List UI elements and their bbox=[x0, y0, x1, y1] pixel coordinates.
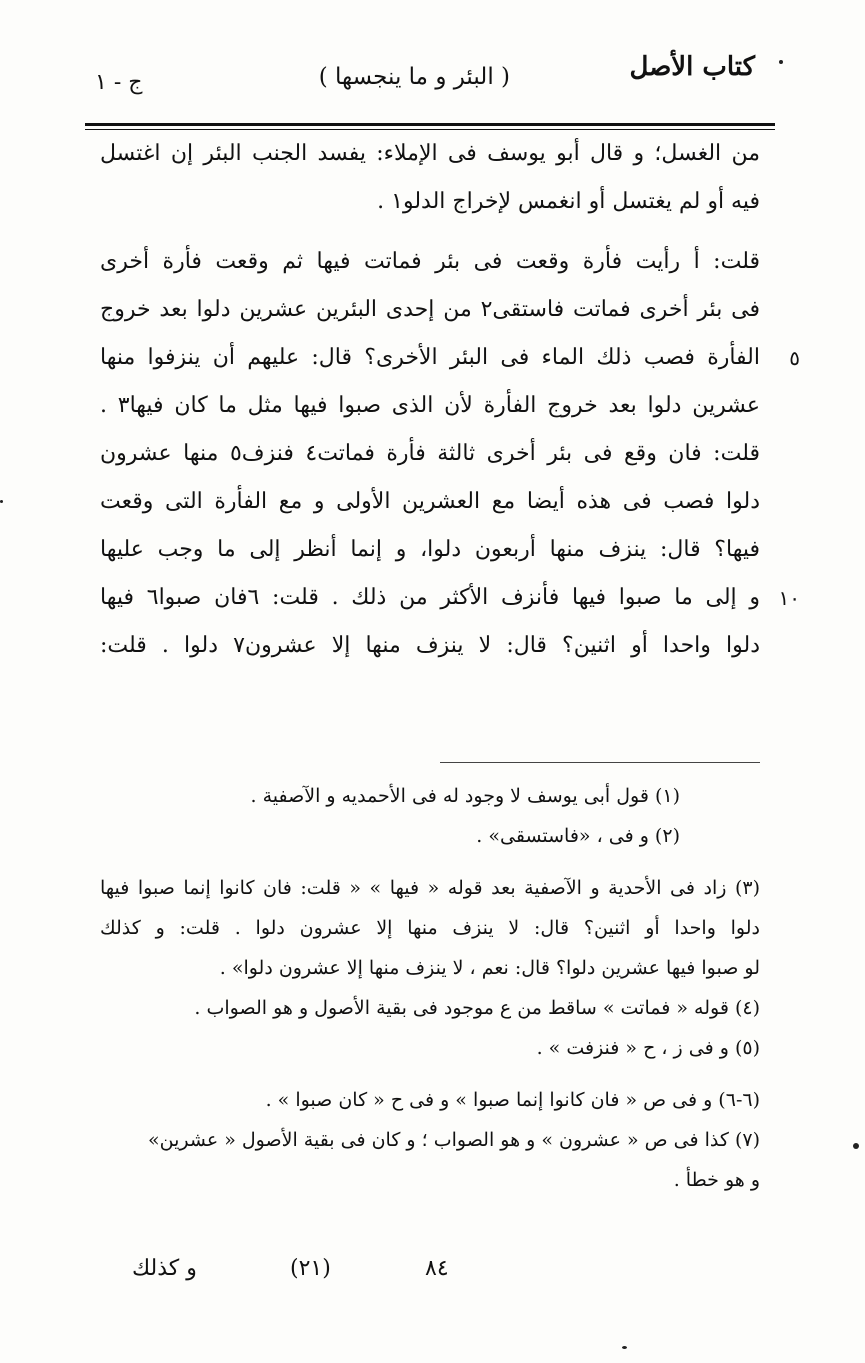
text-line: فيه أو لم يغتسل أو انغمس لإخراج الدلو١ . bbox=[377, 189, 760, 214]
footnote-continuation: و هو خطأ . bbox=[673, 1169, 760, 1191]
footnote: (٧) كذا فى ص « عشرون » و هو الصواب ؛ و كان فى بقية الأصول « عشرين» bbox=[148, 1129, 760, 1151]
line-number: ١٠ bbox=[778, 586, 800, 610]
footnote: (٢) و فى ، «فاستسقى» . bbox=[476, 825, 680, 847]
chapter-title: ( البئر و ما ينجسها ) bbox=[318, 64, 510, 90]
text-line: دلوا فصب فى هذه أيضا مع العشرين الأولى و مع الفأرة التى وقعت bbox=[100, 489, 760, 514]
footnote-separator bbox=[440, 762, 760, 763]
footnotes bbox=[100, 776, 760, 1200]
footnote: (٥) و فى ز ، ح « فنزفت » . bbox=[536, 1037, 760, 1059]
speck-mark bbox=[779, 60, 783, 64]
speck-mark bbox=[853, 1143, 859, 1149]
header-rule bbox=[85, 123, 775, 126]
footnote-continuation: لو صبوا فيها عشرين دلوا؟ قال: نعم ، لا ينزف منها إلا عشرون دلوا» . bbox=[219, 957, 760, 979]
main-text bbox=[100, 130, 800, 670]
speck-mark bbox=[0, 500, 3, 503]
running-header bbox=[95, 52, 755, 102]
footnote: (٦-٦) و فى ص « فان كانوا إنما صبوا » و فى ح « كان صبوا » . bbox=[265, 1089, 760, 1111]
catchword: و كذلك bbox=[132, 1256, 197, 1281]
text-line-with-number bbox=[100, 574, 800, 622]
footnote: (٣) زاد فى الأحدية و الآصفية بعد قوله « فيها » « قلت: فان كانوا إنما صبوا فيها bbox=[100, 877, 760, 899]
text-line: و إلى ما صبوا فيها فأنزف الأكثر من ذلك . قلت: ٦فان صبوا٦ فيها bbox=[100, 585, 760, 610]
text-line: عشرين دلوا بعد خروج الفأرة لأن الذى صبوا فيها مثل ما كان فيها٣ . bbox=[100, 393, 760, 418]
page-number: ٨٤ bbox=[425, 1256, 449, 1281]
text-line: فيها؟ قال: ينزف منها أربعون دلوا، و إنما أنظر إلى ما وجب عليها bbox=[100, 537, 760, 562]
page-footer bbox=[120, 1256, 480, 1296]
footnote: (٤) قوله « فماتت » ساقط من ع موجود فى بقية الأصول و هو الصواب . bbox=[194, 997, 760, 1019]
footnote: (١) قول أبى يوسف لا وجود له فى الأحمديه و الآصفية . bbox=[250, 785, 680, 807]
text-line: الفأرة فصب ذلك الماء فى البئر الأخرى؟ قال: عليهم أن ينزفوا منها bbox=[100, 345, 760, 370]
line-number: ٥ bbox=[789, 346, 800, 370]
book-title: كتاب الأصل bbox=[629, 52, 755, 82]
text-line: من الغسل؛ و قال أبو يوسف فى الإملاء: يفسد الجنب البئر إن اغتسل bbox=[100, 141, 760, 166]
text-line: قلت: أ رأيت فأرة وقعت فى بئر فماتت فيها ثم وقعت فأرة أخرى bbox=[100, 249, 760, 274]
text-line: قلت: فان وقع فى بئر أخرى ثالثة فأرة فماتت٤ فنزف٥ منها عشرون bbox=[100, 441, 760, 466]
text-line: فى بئر أخرى فماتت فاستقى٢ من إحدى البئرين عشرين دلوا بعد خروج bbox=[100, 297, 761, 322]
text-line: دلوا واحدا أو اثنين؟ قال: لا ينزف منها إلا عشرون٧ دلوا . قلت: bbox=[100, 633, 760, 658]
footnote-continuation: دلوا واحدا أو اثنين؟ قال: لا ينزف منها إلا عشرون دلوا . قلت: و كذلك bbox=[100, 917, 760, 939]
speck-mark bbox=[622, 1346, 627, 1349]
volume-label: ج - ١ bbox=[95, 70, 143, 95]
signature-mark: (٢١) bbox=[290, 1256, 331, 1281]
text-line-with-number bbox=[100, 334, 800, 382]
